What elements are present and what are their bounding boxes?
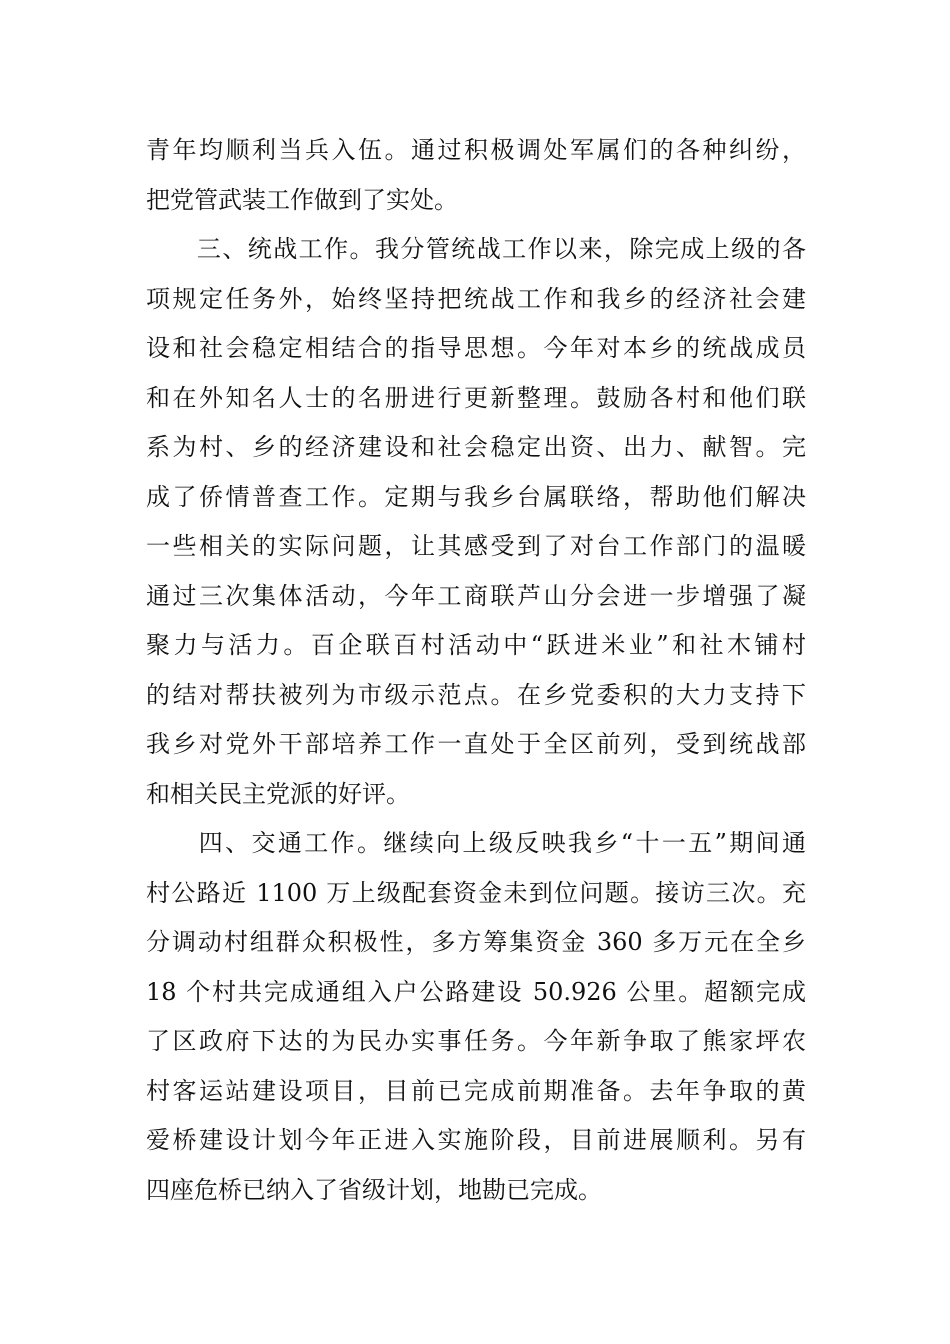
text-line: 了区政府下达的为民办实事任务。今年新争取了熊家坪农: [146, 1027, 806, 1055]
text-line: 一些相关的实际问题，让其感受到了对台工作部门的温暖: [146, 532, 806, 560]
text-line: 设和社会稳定相结合的指导思想。今年对本乡的统战成员: [146, 334, 806, 362]
text-line: 四座危桥已纳入了省级计划，地勘已完成。: [146, 1175, 602, 1204]
text-line: 和在外知名人士的名册进行更新整理。鼓励各村和他们联: [146, 383, 806, 412]
text-line: 把党管武装工作做到了实处。: [146, 185, 458, 214]
text-line: 聚力与活力。百企联百村活动中“跃进米业”和社木铺村: [146, 631, 806, 659]
text-line: 18 个村共完成通组入户公路建设 50.926 公里。超额完成: [146, 977, 806, 1006]
text-line: 村客运站建设项目，目前已完成前期准备。去年争取的黄: [146, 1076, 806, 1105]
text-line: 爱桥建设计划今年正进入实施阶段，目前进展顺利。另有: [146, 1126, 806, 1154]
body-text: [146, 126, 806, 1215]
text-line: 三、统战工作。我分管统战工作以来，除完成上级的各: [146, 235, 806, 263]
text-line: 村公路近 1100 万上级配套资金未到位问题。接访三次。充: [146, 878, 806, 907]
text-line: 系为村、乡的经济建设和社会稳定出资、出力、献智。完: [146, 433, 806, 461]
text-line: 项规定任务外，始终坚持把统战工作和我乡的经济社会建: [146, 284, 806, 313]
text-line: 我乡对党外干部培养工作一直处于全区前列，受到统战部: [146, 730, 806, 758]
text-line: 青年均顺利当兵入伍。通过积极调处军属们的各种纠纷，: [146, 136, 806, 164]
text-line: 和相关民主党派的好评。: [146, 779, 410, 808]
text-line: 通过三次集体活动，今年工商联芦山分会进一步增强了凝: [146, 581, 806, 610]
text-line: 的结对帮扶被列为市级示范点。在乡党委积的大力支持下: [146, 680, 806, 709]
text-line: 四、交通工作。继续向上级反映我乡“十一五”期间通: [146, 829, 806, 857]
text-line: 分调动村组群众积极性，多方筹集资金 360 多万元在全乡: [146, 928, 806, 956]
text-line: 成了侨情普查工作。定期与我乡台属联络，帮助他们解决: [146, 482, 806, 511]
